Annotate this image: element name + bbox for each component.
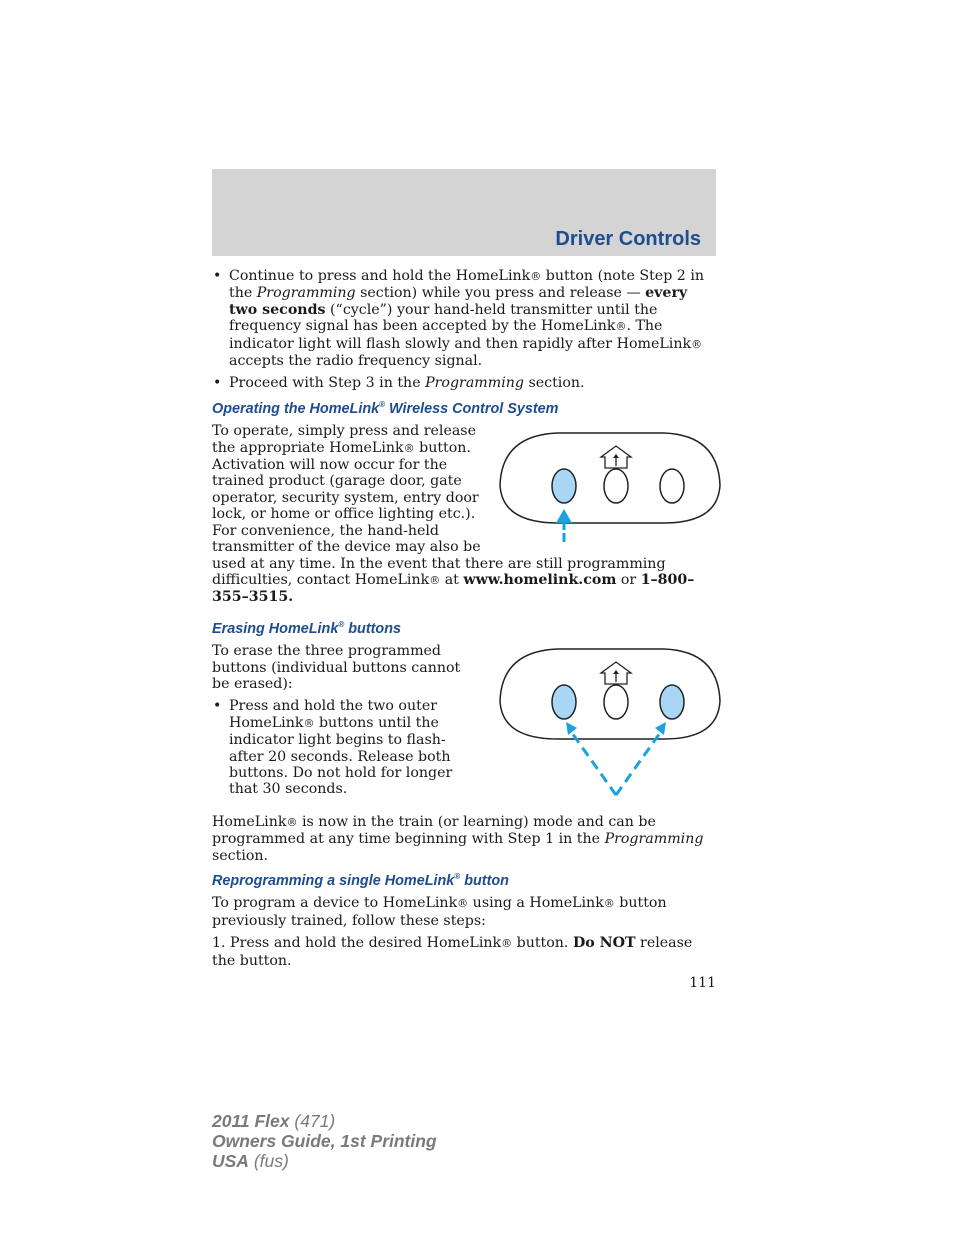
heading-erasing: Erasing HomeLink® buttons bbox=[212, 619, 402, 637]
erasing-section bbox=[212, 643, 716, 804]
footer-model-line: 2011 Flex (471) bbox=[212, 1111, 336, 1131]
homelink-erase-illustration bbox=[498, 643, 722, 803]
heading-operating: Operating the HomeLink® Wireless Control System bbox=[212, 400, 559, 417]
heading-reprogramming: Reprogramming a single HomeLink® button bbox=[212, 872, 509, 889]
erasing-bullet-list bbox=[212, 698, 464, 797]
footer-guide-line: Owners Guide, 1st Printing bbox=[212, 1131, 437, 1151]
homelink-press-button-illustration bbox=[498, 427, 722, 547]
list-item: • Press and hold the two outer HomeLink® buttons until the indicator light begins to flash-after 20 seconds. Release both buttons. Do not hold for longer that 30 seconds. bbox=[212, 698, 464, 797]
erasing-intro: To erase the three programmed buttons (individual buttons cannot be erased): bbox=[212, 643, 461, 692]
page-content bbox=[212, 268, 716, 991]
list-item: • Proceed with Step 3 in the Programming section. bbox=[212, 375, 716, 391]
erasing-text bbox=[212, 643, 464, 798]
homelink-button-center bbox=[604, 469, 628, 503]
section-title: Driver Controls bbox=[555, 228, 701, 250]
page-number: 111 bbox=[689, 975, 716, 992]
section-header-band bbox=[212, 169, 716, 256]
homelink-button-right bbox=[660, 469, 684, 503]
operating-paragraph: To operate, simply press and release the appropriate HomeLink® button. Activation will now occur for the trained product (garage door, gate operator, security system, entry door lock, or home or office lighting etc.). For convenience, the hand-held transmitter of the device may also be used at any time. In the event that there are still programming difficulties, contact HomeLink® at www.homelink.com or 1–800–355–3515. bbox=[212, 423, 695, 606]
operating-section bbox=[212, 423, 716, 611]
homelink-button-center bbox=[604, 685, 628, 719]
footer-region-line: USA (fus) bbox=[212, 1151, 289, 1171]
homelink-button-left bbox=[552, 469, 576, 503]
footer-imprint bbox=[212, 1111, 437, 1171]
erasing-after-paragraph: HomeLink® is now in the train (or learning) mode and can be programmed at any time beginning with Step 1 in the Programming section. bbox=[212, 813, 704, 864]
list-item: • Continue to press and hold the HomeLink® button (note Step 2 in the Programming section) while you press and release — every two seconds (“cycle”) your hand-held transmitter until the frequency signal has been accepted by the HomeLink®. The indicator light will flash slowly and then rapidly after HomeLink® accepts the radio frequency signal. bbox=[212, 268, 716, 369]
homelink-button-right bbox=[660, 685, 684, 719]
homelink-button-left bbox=[552, 685, 576, 719]
reprogramming-intro: To program a device to HomeLink® using a HomeLink® button previously trained, follow these steps: bbox=[212, 895, 667, 929]
intro-bullet-list bbox=[212, 268, 716, 392]
reprogramming-step-1: 1. Press and hold the desired HomeLink® button. Do NOT release the button. bbox=[212, 935, 693, 969]
